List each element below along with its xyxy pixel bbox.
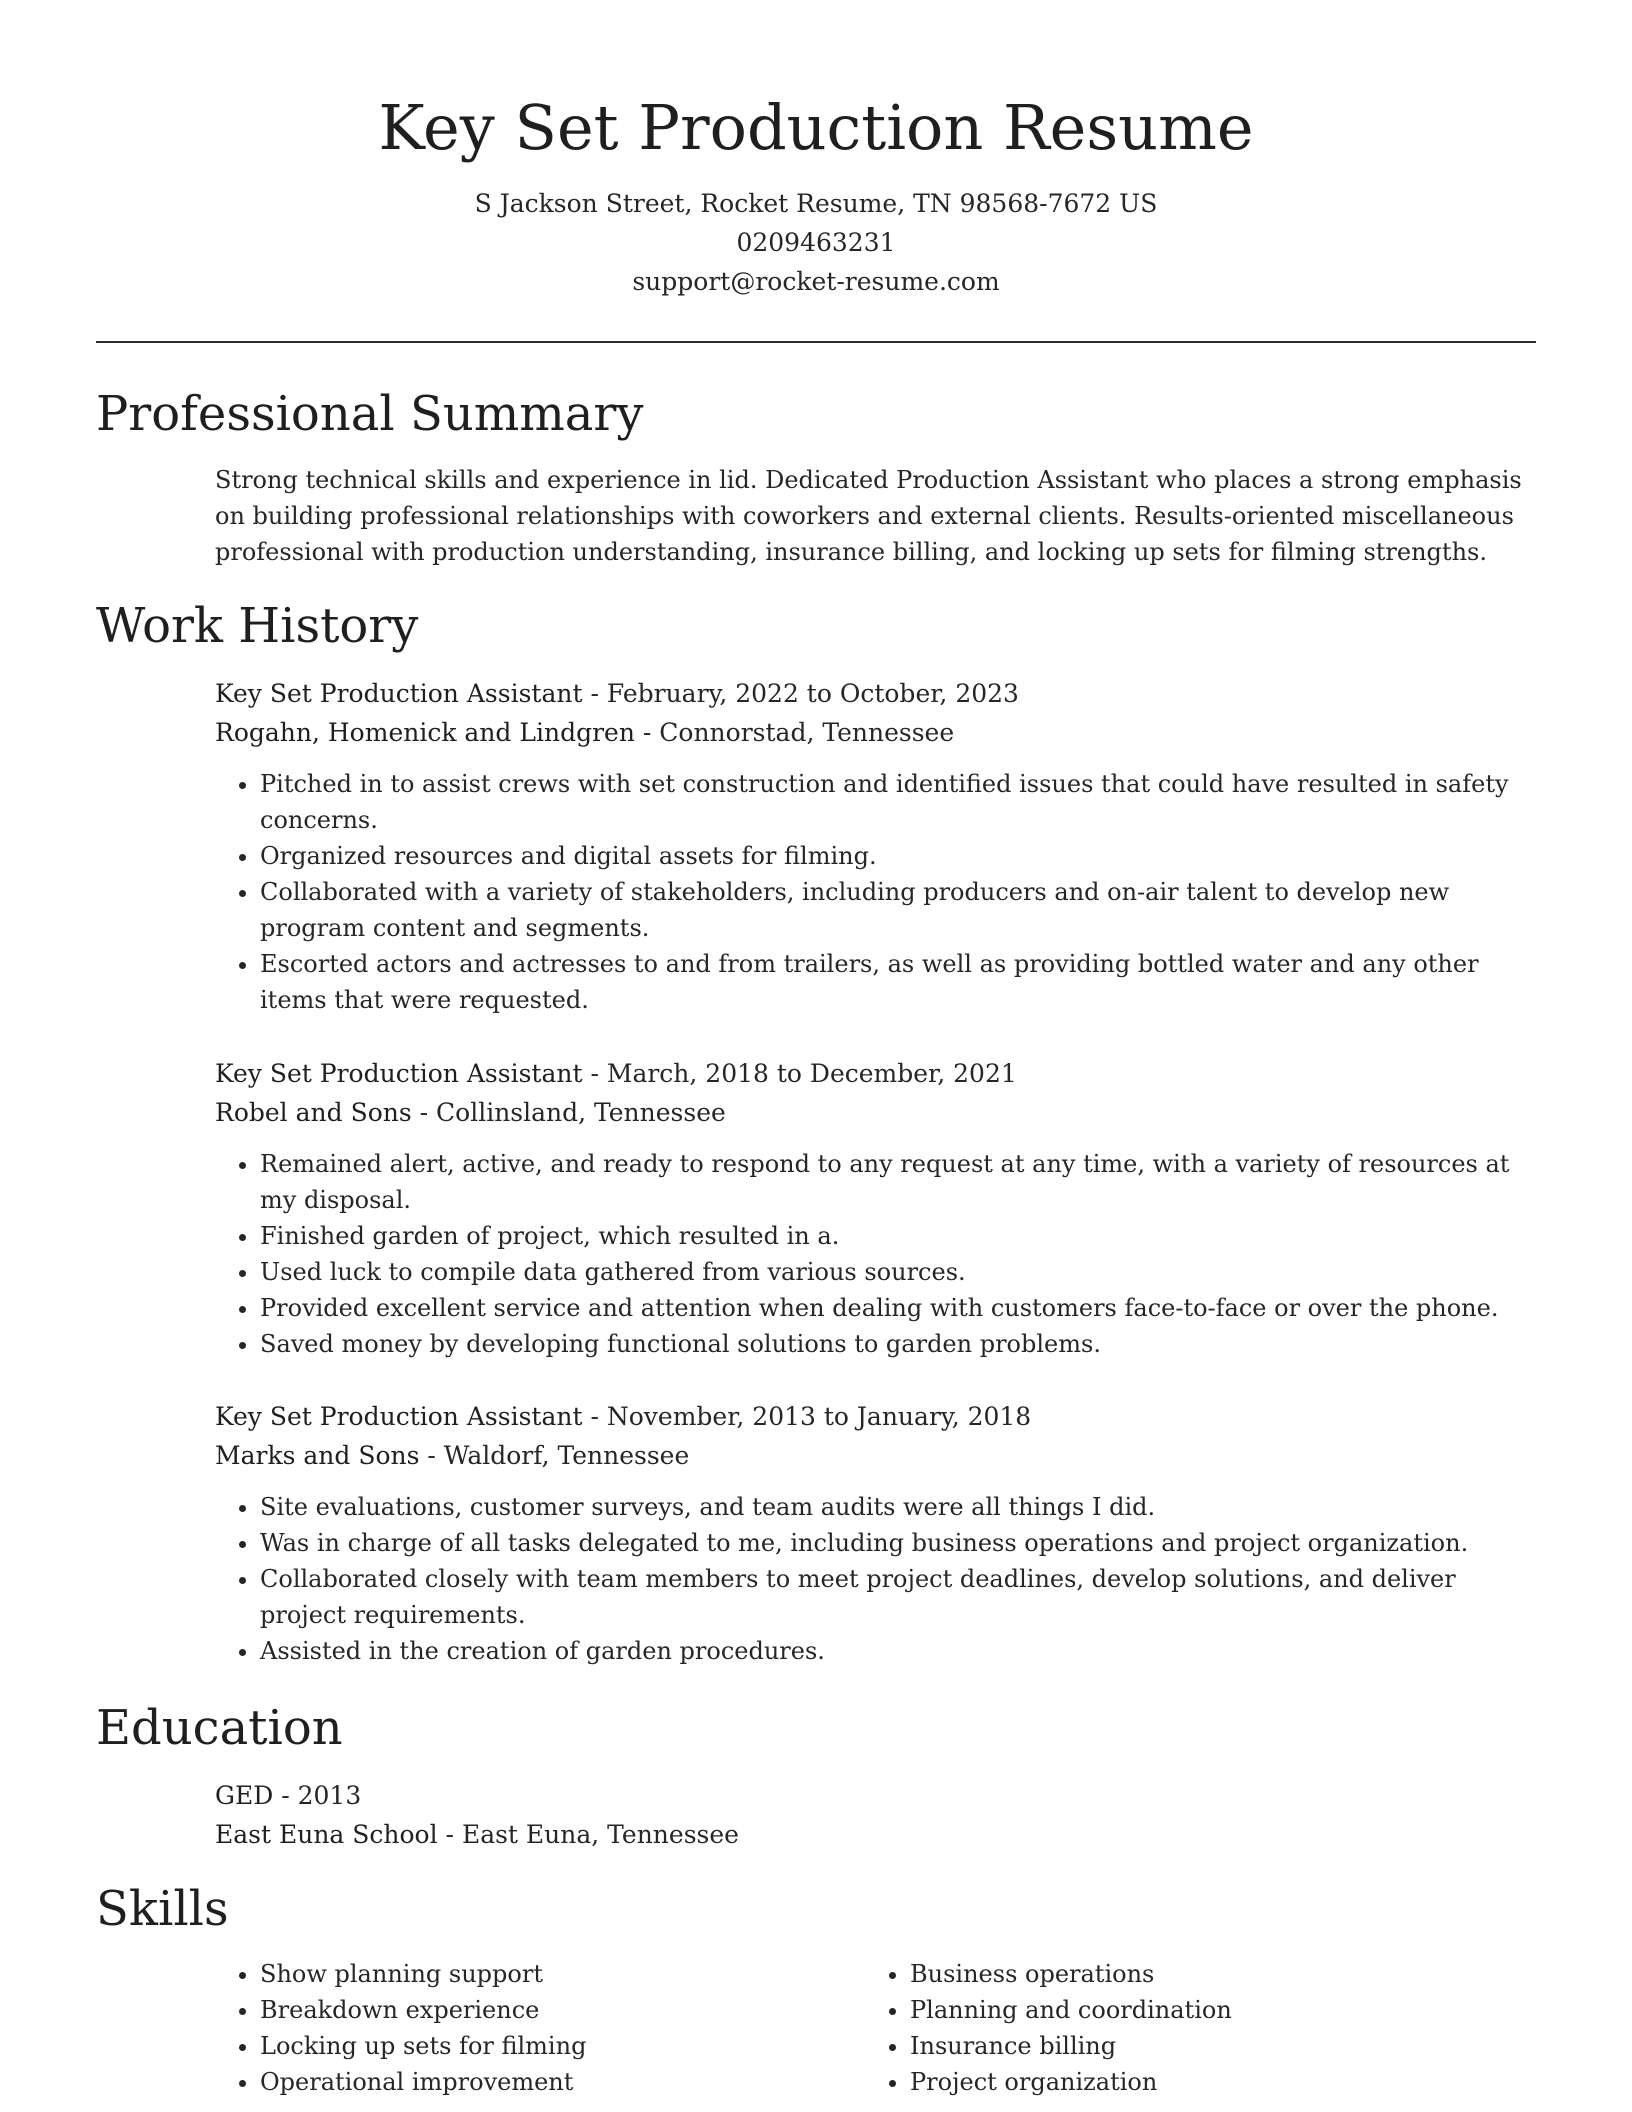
list-item: • Organized resources and digital assets for filming. [260,838,1535,874]
education-entry [215,1776,1535,1854]
phone-line: 0209463231 [736,228,896,257]
job-employer: Marks and Sons [215,1441,420,1470]
job-location: Connorstad, Tennessee [659,718,955,747]
education-year: 2013 [297,1781,362,1810]
list-item: • Business operations [910,1956,1485,1992]
list-item: • Breakdown experience [260,1992,835,2028]
summary-heading: Professional Summary [96,386,644,442]
resume-title: Key Set Production Resume [378,91,1254,164]
list-item: • Escorted actors and actresses to and from trailers, as well as providing bottled water and any other items that were requested. [260,946,1535,1018]
skills-column-right [865,1956,1485,2100]
job-dates: February, 2022 to October, 2023 [606,679,1019,708]
list-item: • Saved money by developing functional solutions to garden problems. [260,1326,1535,1362]
list-item: • Collaborated closely with team members to meet project deadlines, develop solutions, and deliver project requirements. [260,1561,1535,1633]
job-dates: March, 2018 to December, 2021 [606,1059,1017,1088]
skills-list [865,1956,1485,2100]
job-entry [215,1397,1535,1669]
list-item: • Show planning support [260,1956,835,1992]
list-item: • Pitched in to assist crews with set construction and identified issues that could have resulted in safety concerns. [260,766,1535,838]
job-location: Collinsland, Tennessee [436,1098,726,1127]
job-entry [215,674,1535,1018]
list-item: • Insurance billing [910,2028,1485,2064]
job-location: Waldorf, Tennessee [443,1441,690,1470]
skills-column-left [215,1956,835,2100]
job-title-line: Key Set Production Assistant - March, 2018 to December, 2021 [215,1059,1017,1088]
work-history-heading: Work History [96,598,419,654]
job-bullet-list [215,1489,1535,1669]
list-item: • Was in charge of all tasks delegated to me, including business operations and project organization. [260,1525,1535,1561]
job-bullet-list [215,1146,1535,1362]
job-bullet-list [215,766,1535,1018]
skills-heading: Skills [96,1881,229,1937]
list-item: • Remained alert, active, and ready to respond to any request at any time, with a variety of resources at my disposal. [260,1146,1535,1218]
list-item: • Finished garden of project, which resulted in a. [260,1218,1535,1254]
job-role: Key Set Production Assistant [215,1402,583,1431]
list-item: • Provided excellent service and attention when dealing with customers face-to-face or over the phone. [260,1290,1535,1326]
email-line: support@rocket-resume.com [632,267,1000,296]
job-employer: Rogahn, Homenick and Lindgren [215,718,635,747]
list-item: • Assisted in the creation of garden procedures. [260,1633,1535,1669]
job-title-line: Key Set Production Assistant - February, 2022 to October, 2023 [215,679,1019,708]
education-school-line: East Euna School - East Euna, Tennessee [215,1820,739,1849]
skills-list [215,1956,835,2100]
job-dates: November, 2013 to January, 2018 [606,1402,1032,1431]
summary-text: Strong technical skills and experience in lid. Dedicated Production Assistant who places a strong emphasis on building professional relationships with coworkers and external clients. Results-oriented miscellaneous professional with production understanding, insurance billing, and locking up sets for filming strengths. [215,466,1522,566]
job-title-line: Key Set Production Assistant - November, 2013 to January, 2018 [215,1402,1032,1431]
list-item: • Operational improvement [260,2064,835,2100]
header-divider [96,341,1536,343]
list-item: • Site evaluations, customer surveys, and team audits were all things I did. [260,1489,1535,1525]
list-item: • Project organization [910,2064,1485,2100]
education-location: East Euna, Tennessee [461,1820,739,1849]
job-entry [215,1054,1535,1362]
list-item: • Collaborated with a variety of stakeholders, including producers and on-air talent to develop new program content and segments. [260,874,1535,946]
job-employer-line: Robel and Sons - Collinsland, Tennessee [215,1098,726,1127]
education-heading: Education [96,1700,343,1756]
job-employer: Robel and Sons [215,1098,412,1127]
job-employer-line: Rogahn, Homenick and Lindgren - Connorstad, Tennessee [215,718,955,747]
job-role: Key Set Production Assistant [215,679,583,708]
education-school: East Euna School [215,1820,438,1849]
job-role: Key Set Production Assistant [215,1059,583,1088]
list-item: • Used luck to compile data gathered from various sources. [260,1254,1535,1290]
education-degree-line: GED - 2013 [215,1781,362,1810]
job-employer-line: Marks and Sons - Waldorf, Tennessee [215,1441,690,1470]
list-item: • Planning and coordination [910,1992,1485,2028]
list-item: • Locking up sets for filming [260,2028,835,2064]
resume-header [96,78,1536,301]
address-line: S Jackson Street, Rocket Resume, TN 98568-7672 US [474,189,1158,218]
education-degree: GED [215,1781,274,1810]
